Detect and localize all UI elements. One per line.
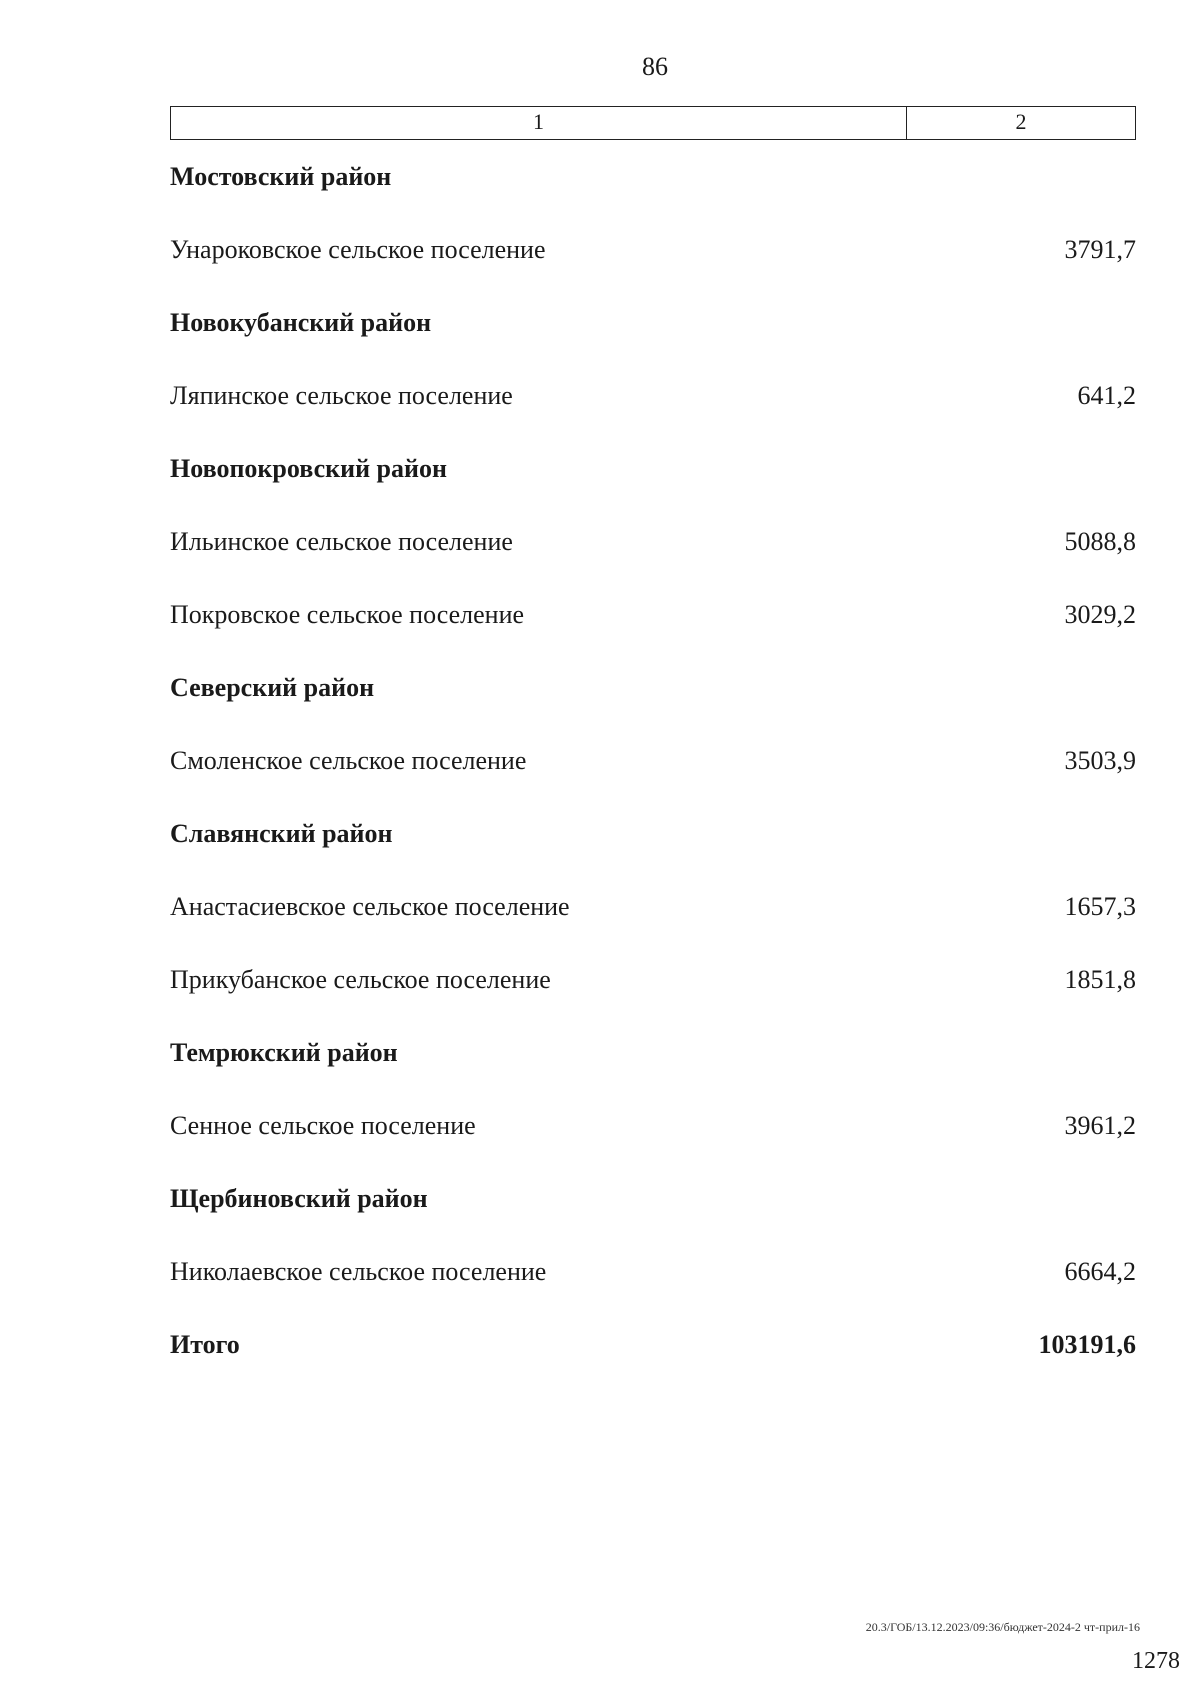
row-value: 1657,3 [1064, 891, 1136, 921]
row-value: 3029,2 [1064, 599, 1136, 629]
settlement-name: Покровское сельское поселение [170, 599, 525, 629]
settlement-name: Ляпинское сельское поселение [170, 380, 513, 410]
row-value: 3791,7 [1064, 234, 1136, 264]
district-name: Мостовский район [170, 161, 392, 191]
settlement-name: Анастасиевское сельское поселение [170, 891, 570, 921]
total-row [170, 1308, 1136, 1381]
table-row [170, 651, 1136, 724]
table-row [170, 1162, 1136, 1235]
table-row [170, 1235, 1136, 1308]
settlement-name: Ильинское сельское поселение [170, 526, 513, 556]
table-row [170, 1016, 1136, 1089]
table-row [170, 797, 1136, 870]
settlement-name: Прикубанское сельское поселение [170, 964, 551, 994]
header-column-2: 2 [1015, 109, 1027, 134]
district-name: Славянский район [170, 818, 393, 848]
district-name: Новокубанский район [170, 307, 432, 337]
district-name: Северский район [170, 672, 375, 702]
table-row [170, 870, 1136, 943]
row-value: 5088,8 [1064, 526, 1136, 556]
table-row [170, 432, 1136, 505]
table-row [170, 286, 1136, 359]
row-value: 1851,8 [1064, 964, 1136, 994]
total-value: 103191,6 [1038, 1329, 1136, 1359]
row-value: 3961,2 [1064, 1110, 1136, 1140]
table-row [170, 140, 1136, 213]
district-name: Щербиновский район [170, 1183, 428, 1213]
page-number: 86 [642, 52, 668, 81]
sheet-number: 1278 [1132, 1648, 1180, 1674]
settlement-name: Сенное сельское поселение [170, 1110, 476, 1140]
total-label: Итого [170, 1329, 240, 1359]
table-row [170, 578, 1136, 651]
settlement-name: Унароковское сельское поселение [170, 234, 546, 264]
row-value: 3503,9 [1064, 745, 1136, 775]
table-row [170, 213, 1136, 286]
settlement-name: Николаевское сельское поселение [170, 1256, 547, 1286]
table-header [170, 106, 1136, 140]
district-name: Новопокровский район [170, 453, 447, 483]
header-column-1: 1 [171, 107, 907, 139]
table-row [170, 1089, 1136, 1162]
table-row [170, 943, 1136, 1016]
district-name: Темрюкский район [170, 1037, 398, 1067]
settlement-name: Смоленское сельское поселение [170, 745, 527, 775]
document-stamp: 20.3/ГОБ/13.12.2023/09:36/бюджет-2024-2 чт-прил-16 [865, 1620, 1140, 1634]
table-row [170, 724, 1136, 797]
budget-table [170, 140, 1136, 1381]
row-value: 6664,2 [1064, 1256, 1136, 1286]
table-row [170, 505, 1136, 578]
table-row [170, 359, 1136, 432]
row-value: 641,2 [1077, 380, 1136, 410]
